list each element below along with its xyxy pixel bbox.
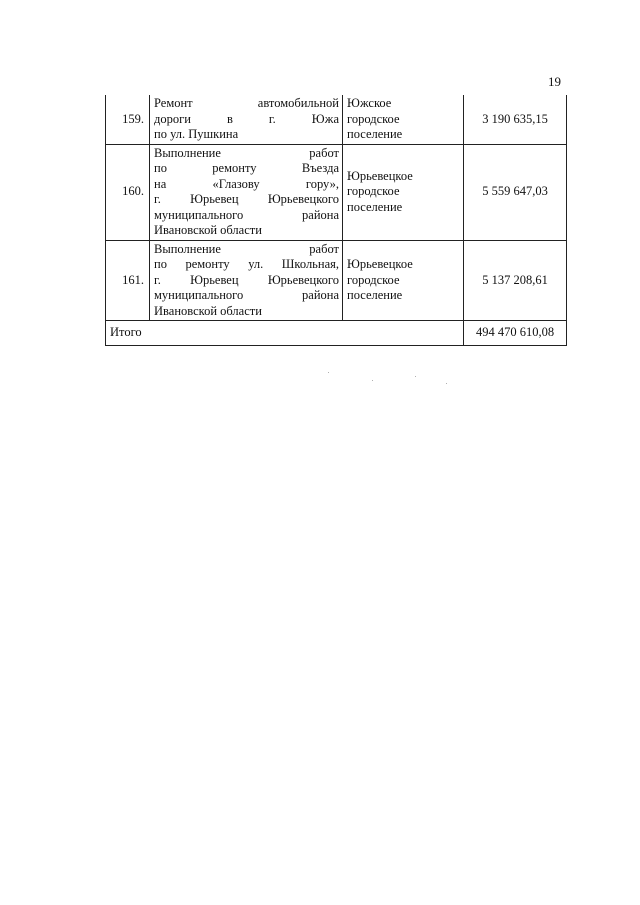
settlement-line: поселение <box>347 127 403 141</box>
description-line: Выполнение работ <box>154 241 339 256</box>
description-line: по ул. Пушкина <box>154 127 239 141</box>
row-sum: 3 190 635,15 <box>464 95 567 144</box>
row-settlement <box>343 95 464 144</box>
description-line: муниципального района <box>154 288 339 302</box>
total-sum: 494 470 610,08 <box>464 321 567 346</box>
description-line: г. Юрьевец Юрьевецкого <box>154 272 339 287</box>
settlement-line: городское <box>347 111 400 126</box>
description-line: на «Глазову гору», <box>154 176 339 191</box>
scan-speck <box>372 380 373 381</box>
description-line: дороги в г. Южа <box>154 111 339 126</box>
settlement-line: Юрьевецкое <box>347 257 413 271</box>
description-line: Ивановской области <box>154 303 262 318</box>
scan-speck <box>328 372 329 373</box>
settlement-line: Юрьевецкое <box>347 168 413 183</box>
description-line: Ремонт автомобильной <box>154 96 339 110</box>
description-line: по ремонту ул. Школьная, <box>154 257 339 271</box>
table-row <box>106 144 567 240</box>
table-row <box>106 95 567 144</box>
description-line: Выполнение работ <box>154 145 339 160</box>
row-settlement <box>343 240 464 321</box>
description-line: Ивановской области <box>154 223 262 237</box>
description-line: муниципального района <box>154 207 339 222</box>
total-row <box>106 321 567 346</box>
scan-speck <box>415 376 416 377</box>
description-line: по ремонту Въезда <box>154 161 339 175</box>
settlement-line: Южское <box>347 96 392 110</box>
description-line: г. Юрьевец Юрьевецкого <box>154 192 339 206</box>
row-number: 160. <box>106 144 150 240</box>
row-description <box>150 144 343 240</box>
settlement-line: городское <box>347 184 400 199</box>
settlement-line: городское <box>347 272 400 287</box>
row-description <box>150 95 343 144</box>
settlement-line: поселение <box>347 199 403 214</box>
row-settlement <box>343 144 464 240</box>
row-number: 161. <box>106 240 150 321</box>
total-label: Итого <box>106 321 464 346</box>
row-number: 159. <box>106 95 150 144</box>
scan-speck <box>446 383 447 384</box>
row-sum: 5 137 208,61 <box>464 240 567 321</box>
row-sum: 5 559 647,03 <box>464 144 567 240</box>
page-number: 19 <box>548 74 561 89</box>
row-description <box>150 240 343 321</box>
budget-table <box>105 95 567 346</box>
settlement-line: поселение <box>347 288 403 302</box>
table-row <box>106 240 567 321</box>
